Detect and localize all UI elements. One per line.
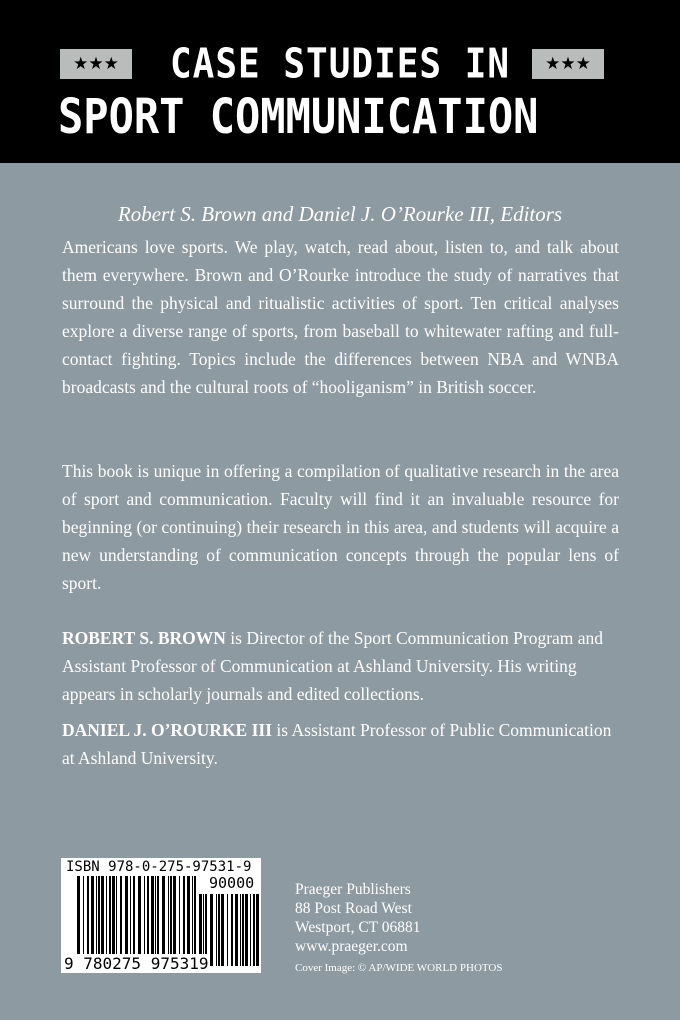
publisher-address bbox=[295, 880, 420, 956]
stars-left-icon: ★★★ bbox=[60, 49, 132, 79]
barcode-bar bbox=[83, 876, 84, 966]
description-paragraph-2: This book is unique in offering a compilation of qualitative research in the area of sport and communication. Faculty will find it an invaluable resource for beginning (or continuing) their research in this area, and students will acquire a new understanding of communication concepts through the popular lens of sport. bbox=[62, 461, 619, 593]
barcode-bar bbox=[98, 876, 100, 966]
barcode-bar bbox=[183, 876, 185, 966]
editors-line: Robert S. Brown and Daniel J. O’Rourke III, Editors bbox=[117, 202, 563, 226]
barcode-bar bbox=[173, 876, 176, 966]
barcode-bar bbox=[168, 876, 169, 966]
barcode-bar bbox=[221, 894, 224, 966]
barcode-bar bbox=[256, 894, 259, 966]
bio-text: is Assistant Professor of Public Communication at Ashland University. bbox=[62, 720, 612, 768]
barcode-bar bbox=[155, 876, 156, 966]
title-banner bbox=[0, 0, 680, 163]
description-paragraph-1: Americans love sports. We play, watch, read about, listen to, and talk about them everywhere. Brown and O’Rourke introduce the study of narratives that surround the physical and ritualistic activities of sport. Ten critical analyses explore a diverse range of sports, from baseball to whitewater rafting and full-contact fighting. Topics include the differences between NBA and WNBA broadcasts and the cultural roots of “hooliganism” in British soccer. bbox=[62, 237, 619, 397]
barcode-bar bbox=[170, 876, 172, 966]
barcode-bar bbox=[253, 894, 255, 966]
barcode-bar bbox=[151, 876, 154, 966]
bio-name: ROBERT S. BROWN bbox=[62, 628, 226, 648]
barcode-bar bbox=[120, 876, 122, 966]
barcode-bar bbox=[125, 876, 128, 966]
barcode-bar bbox=[218, 894, 220, 966]
barcode-digits: 9 780275 975319 bbox=[64, 954, 209, 973]
barcode-bar bbox=[157, 876, 159, 966]
barcode-bar bbox=[242, 894, 244, 966]
publisher-website[interactable]: www.praeger.com bbox=[295, 938, 408, 955]
barcode-bar bbox=[116, 876, 117, 966]
barcode-bar bbox=[91, 876, 94, 966]
barcode-bar bbox=[210, 894, 213, 966]
barcode-bar bbox=[235, 894, 238, 966]
barcode-bar bbox=[194, 876, 196, 966]
barcode-bar bbox=[192, 876, 193, 966]
barcode-bar bbox=[216, 894, 217, 966]
price-code: 90000 bbox=[209, 874, 255, 892]
publisher-name: Praeger Publishers bbox=[295, 881, 411, 898]
barcode-bar bbox=[250, 894, 251, 966]
publisher-city: Westport, CT 06881 bbox=[295, 919, 421, 936]
bio-text: is Director of the Sport Communication Program and Assistant Professor of Communication at Ashland University. His writing appears in scholarly journals and edited collections. bbox=[62, 628, 604, 704]
title-line-1: CASE STUDIES IN bbox=[170, 40, 511, 89]
publisher-street: 88 Post Road West bbox=[295, 900, 412, 917]
barcode-bar bbox=[147, 876, 149, 966]
bio-orourke bbox=[62, 716, 619, 772]
barcode-bar bbox=[133, 876, 135, 966]
barcode-bar bbox=[109, 876, 111, 966]
barcode-bar bbox=[130, 876, 131, 966]
barcode-bar bbox=[101, 876, 104, 966]
barcode-bar bbox=[77, 876, 80, 966]
barcode-bar bbox=[227, 894, 228, 966]
barcode-bar bbox=[240, 894, 241, 966]
barcode-bar bbox=[106, 876, 107, 966]
barcode-bar bbox=[138, 876, 141, 966]
barcode-bar bbox=[162, 876, 165, 966]
bio-brown bbox=[62, 624, 619, 708]
barcode-bar bbox=[87, 876, 89, 966]
barcode-bar bbox=[144, 876, 145, 966]
isbn-text: ISBN 978-0-275-97531-9 bbox=[66, 859, 252, 875]
title-line-2: SPORT COMMUNICATION bbox=[58, 88, 539, 145]
cover-credit: Cover Image: © AP/WIDE WORLD PHOTOS bbox=[295, 962, 503, 974]
bio-name: DANIEL J. O’ROURKE III bbox=[62, 720, 273, 740]
barcode-bar bbox=[179, 876, 180, 966]
isbn-barcode bbox=[61, 858, 261, 973]
stars-right-icon: ★★★ bbox=[532, 49, 604, 79]
barcode-bar bbox=[112, 876, 115, 966]
barcode-bar bbox=[187, 876, 190, 966]
barcode-bar bbox=[96, 876, 97, 966]
barcode-bar bbox=[245, 894, 248, 966]
barcode-bar bbox=[231, 894, 233, 966]
